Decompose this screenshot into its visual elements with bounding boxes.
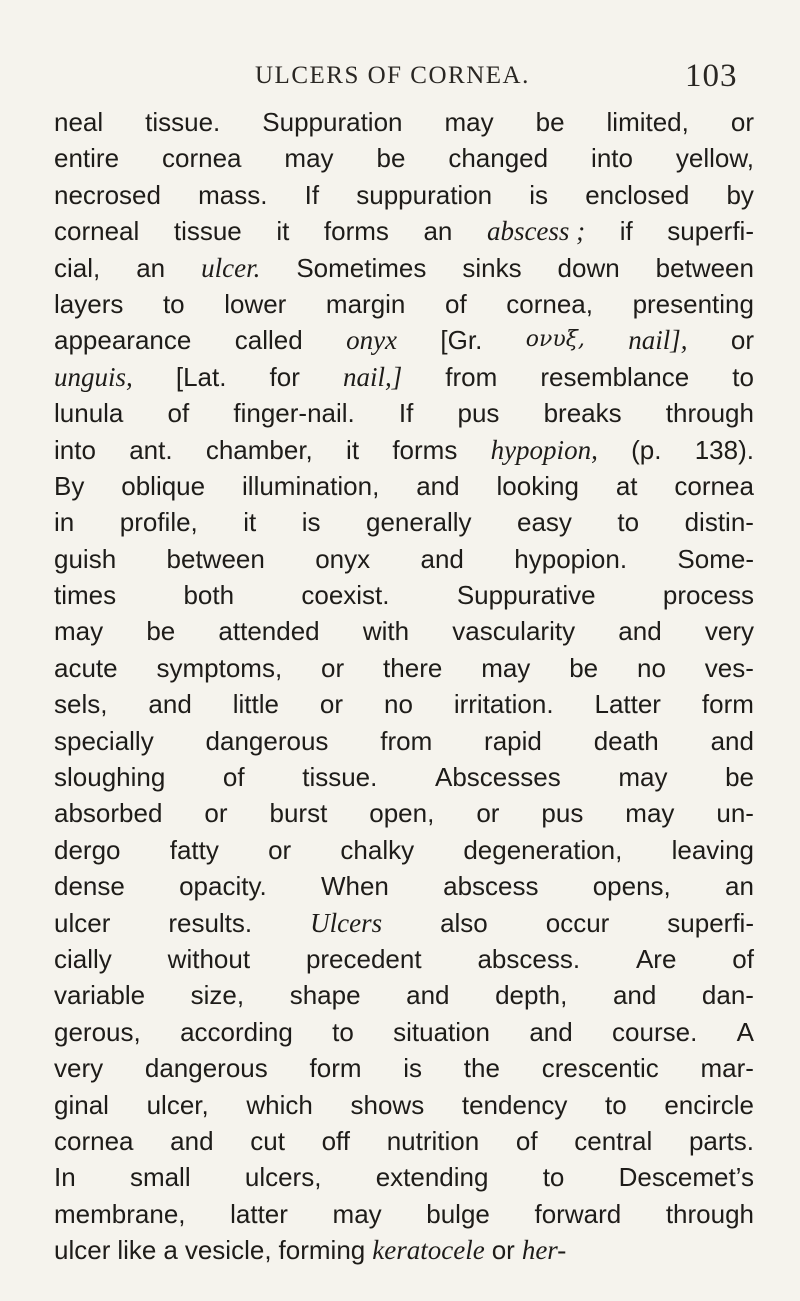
word: sels, — [54, 689, 108, 720]
word: results. — [168, 907, 253, 938]
word: extending — [375, 1162, 489, 1193]
word: process — [662, 580, 754, 611]
text-line — [54, 432, 754, 468]
word: A — [736, 1016, 754, 1047]
text-line — [54, 977, 754, 1013]
word: easy — [517, 507, 572, 538]
word: Abscesses — [434, 762, 561, 793]
word: If — [398, 398, 414, 429]
italic-word: her- — [521, 1235, 567, 1266]
text-line — [54, 1232, 754, 1268]
word: be — [376, 143, 406, 174]
word: coexist. — [301, 580, 390, 611]
word: In — [54, 1162, 76, 1193]
text-line — [54, 1196, 754, 1232]
word: in — [54, 507, 75, 538]
text-line — [54, 140, 754, 176]
word: burst — [269, 798, 328, 829]
word: forms — [392, 434, 458, 465]
word: and — [170, 1125, 214, 1156]
word: with — [362, 616, 410, 647]
word: an — [423, 216, 453, 247]
word: When — [320, 871, 389, 902]
word: Descemet’s — [618, 1162, 754, 1193]
text-line — [54, 686, 754, 722]
word: mar- — [700, 1053, 754, 1084]
word: may — [481, 652, 531, 683]
word: lower — [224, 288, 287, 319]
word: latter — [230, 1198, 288, 1229]
word: open, — [369, 798, 435, 829]
word: may — [284, 143, 334, 174]
italic-word: keratocele — [372, 1235, 485, 1266]
word: distin- — [684, 507, 754, 538]
text-line — [54, 1050, 754, 1086]
word: very — [54, 1053, 104, 1084]
italic-word: ulcer. — [201, 252, 261, 283]
word: called — [234, 325, 303, 356]
word: or — [730, 107, 754, 137]
word: ulcer — [54, 1235, 111, 1266]
word: both — [183, 580, 235, 611]
word: or — [319, 689, 344, 720]
word: shape — [289, 980, 361, 1011]
word: guish — [54, 543, 117, 574]
word: and — [420, 543, 464, 574]
word: it — [243, 507, 257, 538]
word: or — [321, 652, 345, 683]
text-line — [54, 905, 754, 941]
word: small — [129, 1162, 191, 1193]
italic-word: abscess ; — [486, 216, 586, 247]
word: corneal — [54, 216, 140, 247]
word: shows — [350, 1089, 425, 1120]
text-line — [54, 613, 754, 649]
word: through — [665, 1198, 754, 1229]
word: or — [476, 798, 500, 829]
word: very — [704, 616, 754, 647]
word: cornea — [54, 1125, 134, 1156]
word: into — [591, 143, 633, 174]
word: may — [618, 762, 668, 793]
italic-word: onyx — [346, 325, 398, 356]
word: yellow, — [675, 143, 754, 174]
word: to — [162, 288, 185, 319]
word: changed — [448, 143, 549, 174]
word: like — [117, 1235, 157, 1266]
word: occur — [545, 907, 610, 938]
word: cial, — [54, 252, 101, 283]
word: forward — [534, 1198, 622, 1229]
word: between — [166, 543, 265, 574]
text-line — [54, 1159, 754, 1195]
word: appearance — [54, 325, 192, 356]
word: sinks — [462, 252, 522, 283]
word: (p. — [631, 434, 662, 465]
word: 138). — [694, 434, 754, 465]
word: there — [383, 652, 443, 683]
word: enclosed — [585, 179, 690, 210]
word: dangerous — [205, 725, 329, 756]
word: tissue. — [302, 762, 378, 793]
word: [Lat. — [175, 361, 227, 392]
word: generally — [366, 507, 472, 538]
word: and — [406, 980, 450, 1011]
word: it — [276, 216, 290, 247]
word: an — [136, 252, 166, 283]
text-line — [54, 795, 754, 831]
word: mass. — [198, 179, 268, 210]
word: presenting — [632, 288, 754, 319]
word: cornea, — [506, 288, 593, 319]
word: death — [593, 725, 659, 756]
word: abscess — [443, 871, 539, 902]
word: specially — [54, 725, 154, 756]
word: form — [701, 689, 754, 720]
word: leaving — [671, 834, 754, 865]
word: Some- — [677, 543, 754, 574]
word: neal — [54, 107, 104, 137]
word: chamber, — [205, 434, 313, 465]
word: may — [54, 616, 104, 647]
word: a — [163, 1235, 178, 1266]
word: at — [615, 470, 638, 501]
word: absorbed — [54, 798, 163, 829]
word: resemblance — [540, 361, 690, 392]
word: course. — [612, 1016, 698, 1047]
word: looking — [496, 470, 579, 501]
word: parts. — [688, 1125, 754, 1156]
word: through — [665, 398, 754, 429]
word: form — [309, 1053, 362, 1084]
text-line — [54, 250, 754, 286]
word: between — [655, 252, 754, 283]
word: and — [618, 616, 662, 647]
word: oblique — [121, 470, 206, 501]
word: vesicle, — [184, 1235, 272, 1266]
word: according — [180, 1016, 293, 1047]
word: Suppuration — [262, 107, 403, 137]
word: no — [636, 652, 666, 683]
italic-word: hypopion, — [490, 434, 598, 465]
word: Sometimes — [296, 252, 427, 283]
text-line — [54, 868, 754, 904]
text-line — [54, 468, 754, 504]
word: encircle — [664, 1089, 754, 1120]
word: times — [54, 580, 117, 611]
word: tendency — [461, 1089, 568, 1120]
text-line — [54, 1014, 754, 1050]
word: the — [463, 1053, 500, 1084]
word: dense — [54, 871, 125, 902]
word: onyx — [315, 543, 371, 574]
word: dan- — [701, 980, 754, 1011]
text-line — [54, 723, 754, 759]
word: size, — [190, 980, 245, 1011]
word: ves- — [704, 652, 754, 683]
text-line — [54, 1087, 754, 1123]
text-line — [54, 213, 754, 249]
word: cut — [250, 1125, 285, 1156]
word: By — [54, 470, 85, 501]
word: Are — [635, 943, 677, 974]
word: by — [726, 179, 754, 210]
italic-word: Ulcers — [310, 907, 383, 938]
word: which — [246, 1089, 313, 1120]
word: hypopion. — [514, 543, 628, 574]
word: is — [529, 179, 549, 210]
word: profile, — [119, 507, 198, 538]
word: may — [625, 798, 675, 829]
word: of — [732, 943, 754, 974]
word: breaks — [543, 398, 622, 429]
word: for — [269, 361, 300, 392]
word: acute — [54, 652, 118, 683]
word: un- — [716, 798, 754, 829]
word: degeneration, — [463, 834, 623, 865]
word: limited, — [606, 107, 689, 137]
word: off — [321, 1125, 351, 1156]
word: bulge — [426, 1198, 490, 1229]
word: forms — [323, 216, 389, 247]
word: without — [167, 943, 251, 974]
word: forming — [278, 1235, 366, 1266]
word: down — [557, 252, 620, 283]
word: to — [332, 1016, 354, 1047]
word: opacity. — [179, 871, 267, 902]
word: and — [710, 725, 754, 756]
word: if — [619, 216, 633, 247]
word: may — [332, 1198, 382, 1229]
word: Latter — [594, 689, 661, 720]
word: to — [542, 1162, 565, 1193]
word: central — [574, 1125, 653, 1156]
word: [Gr. — [440, 325, 483, 356]
page-header — [0, 56, 800, 96]
word: vascularity — [452, 616, 576, 647]
word: of — [515, 1125, 538, 1156]
word: entire — [54, 143, 120, 174]
word: gerous, — [54, 1016, 141, 1047]
word: chalky — [340, 834, 415, 865]
word: superfi- — [667, 907, 754, 938]
word: of — [444, 288, 467, 319]
word: an — [725, 871, 754, 902]
italic-word: ονυξ, — [525, 327, 585, 353]
word: crescentic — [541, 1053, 659, 1084]
text-line — [54, 322, 754, 358]
word: may — [444, 107, 494, 137]
word: to — [617, 507, 640, 538]
word: membrane, — [54, 1198, 186, 1229]
word: cially — [54, 943, 112, 974]
word: is — [403, 1053, 423, 1084]
word: or — [204, 798, 228, 829]
word: nutrition — [386, 1125, 480, 1156]
word: cornea — [674, 470, 754, 501]
word: also — [440, 907, 488, 938]
word: sloughing — [54, 762, 166, 793]
word: from — [380, 725, 433, 756]
word: opens, — [592, 871, 671, 902]
word: ant. — [129, 434, 173, 465]
page-number: 103 — [685, 58, 738, 94]
italic-word: nail], — [628, 325, 688, 356]
word: into — [54, 434, 96, 465]
word: or — [491, 1235, 515, 1266]
word: depth, — [495, 980, 568, 1011]
text-line — [54, 104, 754, 140]
word: fatty — [169, 834, 219, 865]
text-line — [54, 832, 754, 868]
word: and — [148, 689, 192, 720]
italic-word: nail,] — [342, 361, 403, 392]
body-text — [54, 104, 754, 1264]
word: variable — [54, 980, 146, 1011]
word: ulcer, — [146, 1089, 209, 1120]
text-line — [54, 177, 754, 213]
text-line — [54, 941, 754, 977]
word: tissue. — [145, 107, 221, 137]
text-line — [54, 650, 754, 686]
word: rapid — [484, 725, 542, 756]
word: lunula — [54, 398, 124, 429]
word: pus — [541, 798, 584, 829]
text-line — [54, 541, 754, 577]
word: be — [146, 616, 176, 647]
text-line — [54, 286, 754, 322]
text-line — [54, 504, 754, 540]
running-title: ULCERS OF CORNEA. — [255, 62, 530, 89]
word: ulcer — [54, 907, 111, 938]
text-line — [54, 759, 754, 795]
word: Suppurative — [456, 580, 596, 611]
text-line — [54, 1123, 754, 1159]
word: be — [725, 762, 754, 793]
word: cornea — [161, 143, 242, 174]
word: from — [445, 361, 498, 392]
word: to — [732, 361, 754, 392]
word: suppuration — [356, 179, 493, 210]
word: situation — [393, 1016, 490, 1047]
word: and — [416, 470, 460, 501]
word: is — [301, 507, 321, 538]
word: tissue — [173, 216, 242, 247]
word: or — [268, 834, 292, 865]
text-line — [54, 359, 754, 395]
word: and — [612, 980, 657, 1011]
word: illumination, — [242, 470, 380, 501]
word: attended — [218, 616, 320, 647]
word: margin — [325, 288, 406, 319]
word: and — [529, 1016, 573, 1047]
word: ginal — [54, 1089, 109, 1120]
word: of — [222, 762, 245, 793]
italic-word: unguis, — [54, 361, 133, 392]
word: irritation. — [453, 689, 554, 720]
text-line — [54, 577, 754, 613]
word: dergo — [54, 834, 121, 865]
word: or — [730, 325, 754, 356]
text-line — [54, 395, 754, 431]
word: necrosed — [54, 179, 161, 210]
word: dangerous — [144, 1053, 268, 1084]
word: symptoms, — [156, 652, 283, 683]
word: If — [304, 179, 320, 210]
word: precedent — [305, 943, 422, 974]
word: abscess. — [477, 943, 581, 974]
word: be — [535, 107, 565, 137]
word: be — [569, 652, 599, 683]
word: little — [232, 689, 279, 720]
word: to — [605, 1089, 627, 1120]
word: layers — [54, 288, 124, 319]
word: superfi- — [667, 216, 754, 247]
word: no — [383, 689, 413, 720]
word: ulcers, — [244, 1162, 322, 1193]
word: pus — [457, 398, 500, 429]
word: of — [167, 398, 190, 429]
word: finger-nail. — [233, 398, 355, 429]
word: it — [346, 434, 360, 465]
